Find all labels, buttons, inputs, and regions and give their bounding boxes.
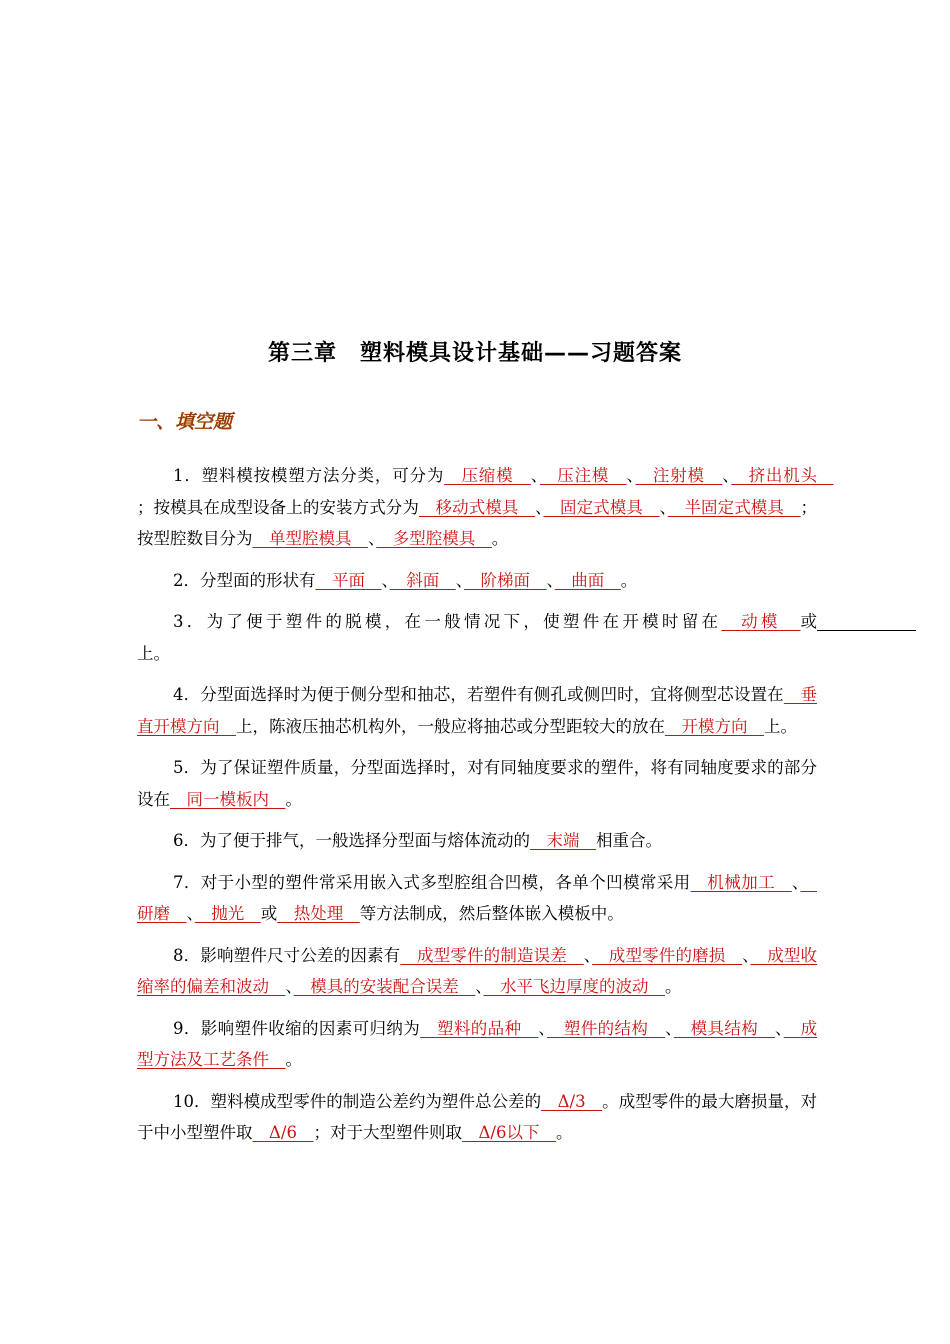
answer: Δ/6以下 <box>461 1123 556 1142</box>
chapter-title: 第三章 塑料模具设计基础——习题答案 <box>267 341 682 366</box>
question-4: 4．分型面选择时为便于侧分型和抽芯，若塑件有侧孔或侧凹时，宜将侧型芯设置在 垂直开模方向 上，陈液压抽芯机构外，一般应将抽芯或分型距较大的放在 开模方向 上。 <box>137 685 817 736</box>
answer: 单型腔模具 <box>252 529 368 548</box>
answer: 阶梯面 <box>464 570 547 590</box>
answer: 热处理 <box>277 904 360 923</box>
answer: 移动式模具 <box>418 497 536 517</box>
answer: 模具结构 <box>673 1018 776 1038</box>
question-2: 2．分型面的形状有 平面 、 斜面 、 阶梯面 、 曲面 。 <box>173 570 638 590</box>
question-6: 6．为了便于排气，一般选择分型面与熔体流动的 末端 相重合。 <box>173 831 662 850</box>
answer: 成型零件的制造误差 <box>400 945 584 965</box>
answer: 注射模 <box>635 466 723 485</box>
answer: 抛光 <box>194 904 261 923</box>
question-10: 10．塑料模成型零件的制造公差约为塑件总公差的 Δ/3 。成型零件的最大磨损量，对于中小型塑件取 Δ/6 ；对于大型塑件则取 Δ/6以下 。 <box>137 1091 818 1142</box>
empty-blank <box>817 612 916 631</box>
question-9: 9．影响塑件收缩的因素可归纳为 塑料的品种 、 塑件的结构 、 模具结构 、 成型方法及工艺条件 。 <box>137 1018 818 1069</box>
answer: 垂直开模方向 <box>137 685 817 736</box>
answer: 末端 <box>530 831 596 850</box>
answer: 成型零件的磨损 <box>592 945 743 965</box>
answer: 半固定式模具 <box>667 497 801 517</box>
answer: 曲面 <box>554 570 621 590</box>
answer: 斜面 <box>389 570 456 590</box>
answer: 成型收缩率的偏差和波动 <box>137 945 818 996</box>
answer: 同一模板内 <box>170 789 286 809</box>
question-3: 3．为了便于塑件的脱模，在一般情况下，使塑件在开模时留在 动模 或 上。 <box>137 606 817 669</box>
section-heading: 一、填空题 <box>137 411 233 433</box>
answer: 机械加工 <box>690 872 792 892</box>
question-5: 5．为了保证塑件质量，分型面选择时，对有同轴度要求的塑件，将有同轴度要求的部分设在 同一模板内 。 <box>137 758 817 809</box>
question-1: 1．塑料模按模塑方法分类，可分为 压缩模 、 压注模 、 注射模 、 挤出机头 ；按模具在成型设备上的安装方式分为 移动式模具 、 固定式模具 、 半固定式模具 ；按型腔数目分为 单型腔模具 、 多型腔模具 。 <box>137 466 834 548</box>
answer: Δ/3 <box>541 1091 603 1111</box>
answer: 开模方向 <box>665 716 764 736</box>
answer: 研磨 <box>137 872 818 923</box>
question-list <box>137 460 834 1159</box>
answer: 动模 <box>721 612 801 631</box>
question-7: 7．对于小型的塑件常采用嵌入式多型腔组合凹模，各单个凹模常采用 机械加工 、 研磨 、 抛光 或 热处理 等方法制成，然后整体嵌入模板中。 <box>137 872 818 923</box>
answer: 水平飞边厚度的波动 <box>483 977 665 996</box>
answer: 模具的安装配合误差 <box>293 977 476 996</box>
answer: 挤出机头 <box>731 466 834 485</box>
answer: 成型方法及工艺条件 <box>137 1018 818 1069</box>
answer: 压注模 <box>539 466 627 485</box>
answer: 压缩模 <box>444 466 531 485</box>
answer: Δ/6 <box>252 1123 314 1142</box>
answer: 平面 <box>315 570 382 590</box>
answer: 塑件的结构 <box>546 1018 666 1038</box>
answer: 塑料的品种 <box>420 1018 539 1038</box>
answer: 固定式模具 <box>543 497 660 517</box>
answer: 多型腔模具 <box>376 529 492 548</box>
question-8: 8．影响塑件尺寸公差的因素有 成型零件的制造误差 、 成型零件的磨损 、 成型收缩率的偏差和波动 、 模具的安装配合误差 、 水平飞边厚度的波动 。 <box>137 945 818 996</box>
